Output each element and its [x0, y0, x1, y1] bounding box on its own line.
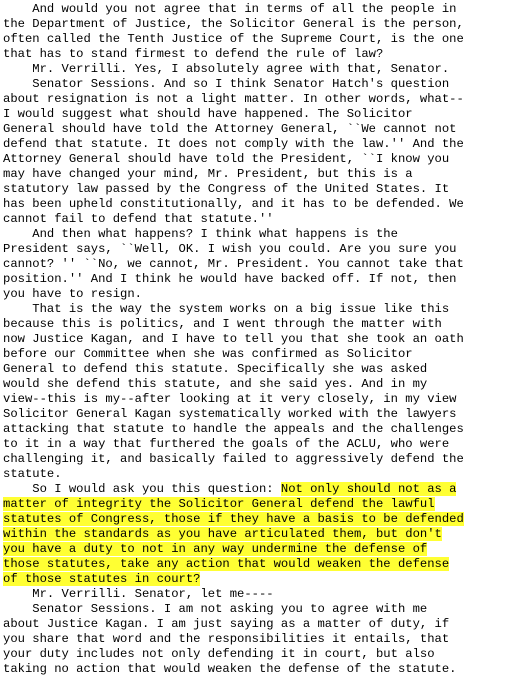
transcript-line — [3, 482, 525, 497]
transcript-line — [3, 287, 525, 302]
line-text: Mr. Verrilli. Yes, I absolutely agree with that, Senator. — [3, 62, 450, 76]
line-text: statute. — [3, 467, 62, 481]
line-text: position.'' And I think he would have backed off. If not, then — [3, 272, 457, 286]
transcript-line — [3, 227, 525, 242]
line-text: Senator Sessions. And so I think Senator Hatch's question — [3, 77, 450, 91]
transcript-line — [3, 527, 525, 542]
transcript-line — [3, 407, 525, 422]
transcript-line — [3, 572, 525, 587]
line-text: Senator Sessions. I am not asking you to agree with me — [3, 602, 428, 616]
line-text: defend that statute. It does not comply with the law.'' And the — [3, 137, 464, 151]
transcript-line — [3, 317, 525, 332]
line-text: General should have told the Attorney General, ``We cannot not — [3, 122, 457, 136]
transcript-line — [3, 467, 525, 482]
line-text: challenging it, and basically failed to aggressively defend the — [3, 452, 464, 466]
transcript-line — [3, 242, 525, 257]
transcript-page — [3, 2, 525, 677]
transcript-line — [3, 512, 525, 527]
transcript-line — [3, 197, 525, 212]
line-text: Attorney General should have told the President, ``I know you — [3, 152, 450, 166]
line-text: General to defend this statute. Specifically she was asked — [3, 362, 428, 376]
line-text: you have to resign. — [3, 287, 142, 301]
transcript-line — [3, 362, 525, 377]
transcript-line — [3, 212, 525, 227]
transcript-line — [3, 47, 525, 62]
highlighted-text: within the standards as you have articulated them, but don't — [3, 527, 442, 541]
transcript-line — [3, 167, 525, 182]
transcript-line — [3, 557, 525, 572]
transcript-line — [3, 77, 525, 92]
line-text: That is the way the system works on a big issue like this — [3, 302, 450, 316]
line-text: because this is politics, and I went through the matter with — [3, 317, 442, 331]
transcript-line — [3, 452, 525, 467]
transcript-line — [3, 332, 525, 347]
transcript-line — [3, 662, 525, 677]
line-text: Solicitor General Kagan systematically worked with the lawyers — [3, 407, 457, 421]
line-text: taking no action that would weaken the defense of the statute. — [3, 662, 457, 676]
highlighted-text: you have a duty to not in any way undermine the defense of — [3, 542, 428, 556]
line-text: So I would ask you this question: — [3, 482, 281, 496]
transcript-line — [3, 107, 525, 122]
transcript-line — [3, 152, 525, 167]
transcript-line — [3, 182, 525, 197]
transcript-line — [3, 617, 525, 632]
transcript-line — [3, 602, 525, 617]
transcript-line — [3, 422, 525, 437]
highlighted-text: Not only should not as a — [280, 482, 457, 496]
transcript-line — [3, 392, 525, 407]
line-text: cannot? '' ``No, we cannot, Mr. President. You cannot take that — [3, 257, 464, 271]
line-text: now Justice Kagan, and I have to tell you that she took an oath — [3, 332, 464, 346]
line-text: the Department of Justice, the Solicitor General is the person, — [3, 17, 464, 31]
highlighted-text: of those statutes in court? — [3, 572, 201, 586]
line-text: has been upheld constitutionally, and it has to be defended. We — [3, 197, 464, 211]
transcript-line — [3, 257, 525, 272]
transcript-line — [3, 92, 525, 107]
transcript-line — [3, 437, 525, 452]
line-text: view--this is my--after looking at it very closely, in my view — [3, 392, 457, 406]
transcript-line — [3, 632, 525, 647]
line-text: about Justice Kagan. I am just saying as a matter of duty, if — [3, 617, 450, 631]
line-text: And then what happens? I think what happens is the — [3, 227, 398, 241]
line-text: you share that word and the responsibilities it entails, that — [3, 632, 450, 646]
transcript-line — [3, 17, 525, 32]
line-text: may have changed your mind, Mr. President, but this is a — [3, 167, 413, 181]
line-text: often called the Tenth Justice of the Supreme Court, is the one — [3, 32, 464, 46]
line-text: statutory law passed by the Congress of the United States. It — [3, 182, 450, 196]
line-text: that has to stand firmest to defend the rule of law? — [3, 47, 384, 61]
highlighted-text: those statutes, take any action that would weaken the defense — [3, 557, 450, 571]
line-text: President says, ``Well, OK. I wish you could. Are you sure you — [3, 242, 457, 256]
transcript-line — [3, 347, 525, 362]
line-text: I would suggest what should have happened. The Solicitor — [3, 107, 413, 121]
transcript-line — [3, 302, 525, 317]
line-text: Mr. Verrilli. Senator, let me---- — [3, 587, 274, 601]
transcript-line — [3, 62, 525, 77]
line-text: to it in a way that furthered the goals of the ACLU, who were — [3, 437, 450, 451]
line-text: before our Committee when she was confirmed as Solicitor — [3, 347, 413, 361]
line-text: And would you not agree that in terms of all the people in — [3, 2, 457, 16]
transcript-line — [3, 542, 525, 557]
line-text: your duty includes not only defending it in court, but also — [3, 647, 435, 661]
transcript-line — [3, 2, 525, 17]
transcript-line — [3, 587, 525, 602]
line-text: would she defend this statute, and she said yes. And in my — [3, 377, 428, 391]
line-text: cannot fail to defend that statute.'' — [3, 212, 274, 226]
transcript-line — [3, 122, 525, 137]
highlighted-text: matter of integrity the Solicitor General defend the lawful — [3, 497, 435, 511]
transcript-line — [3, 32, 525, 47]
transcript-line — [3, 137, 525, 152]
transcript-line — [3, 377, 525, 392]
line-text: attacking that statute to handle the appeals and the challenges — [3, 422, 464, 436]
transcript-line — [3, 497, 525, 512]
transcript-line — [3, 272, 525, 287]
line-text: about resignation is not a light matter. In other words, what-- — [3, 92, 464, 106]
highlighted-text: statutes of Congress, those if they have a basis to be defended — [3, 512, 464, 526]
transcript-line — [3, 647, 525, 662]
